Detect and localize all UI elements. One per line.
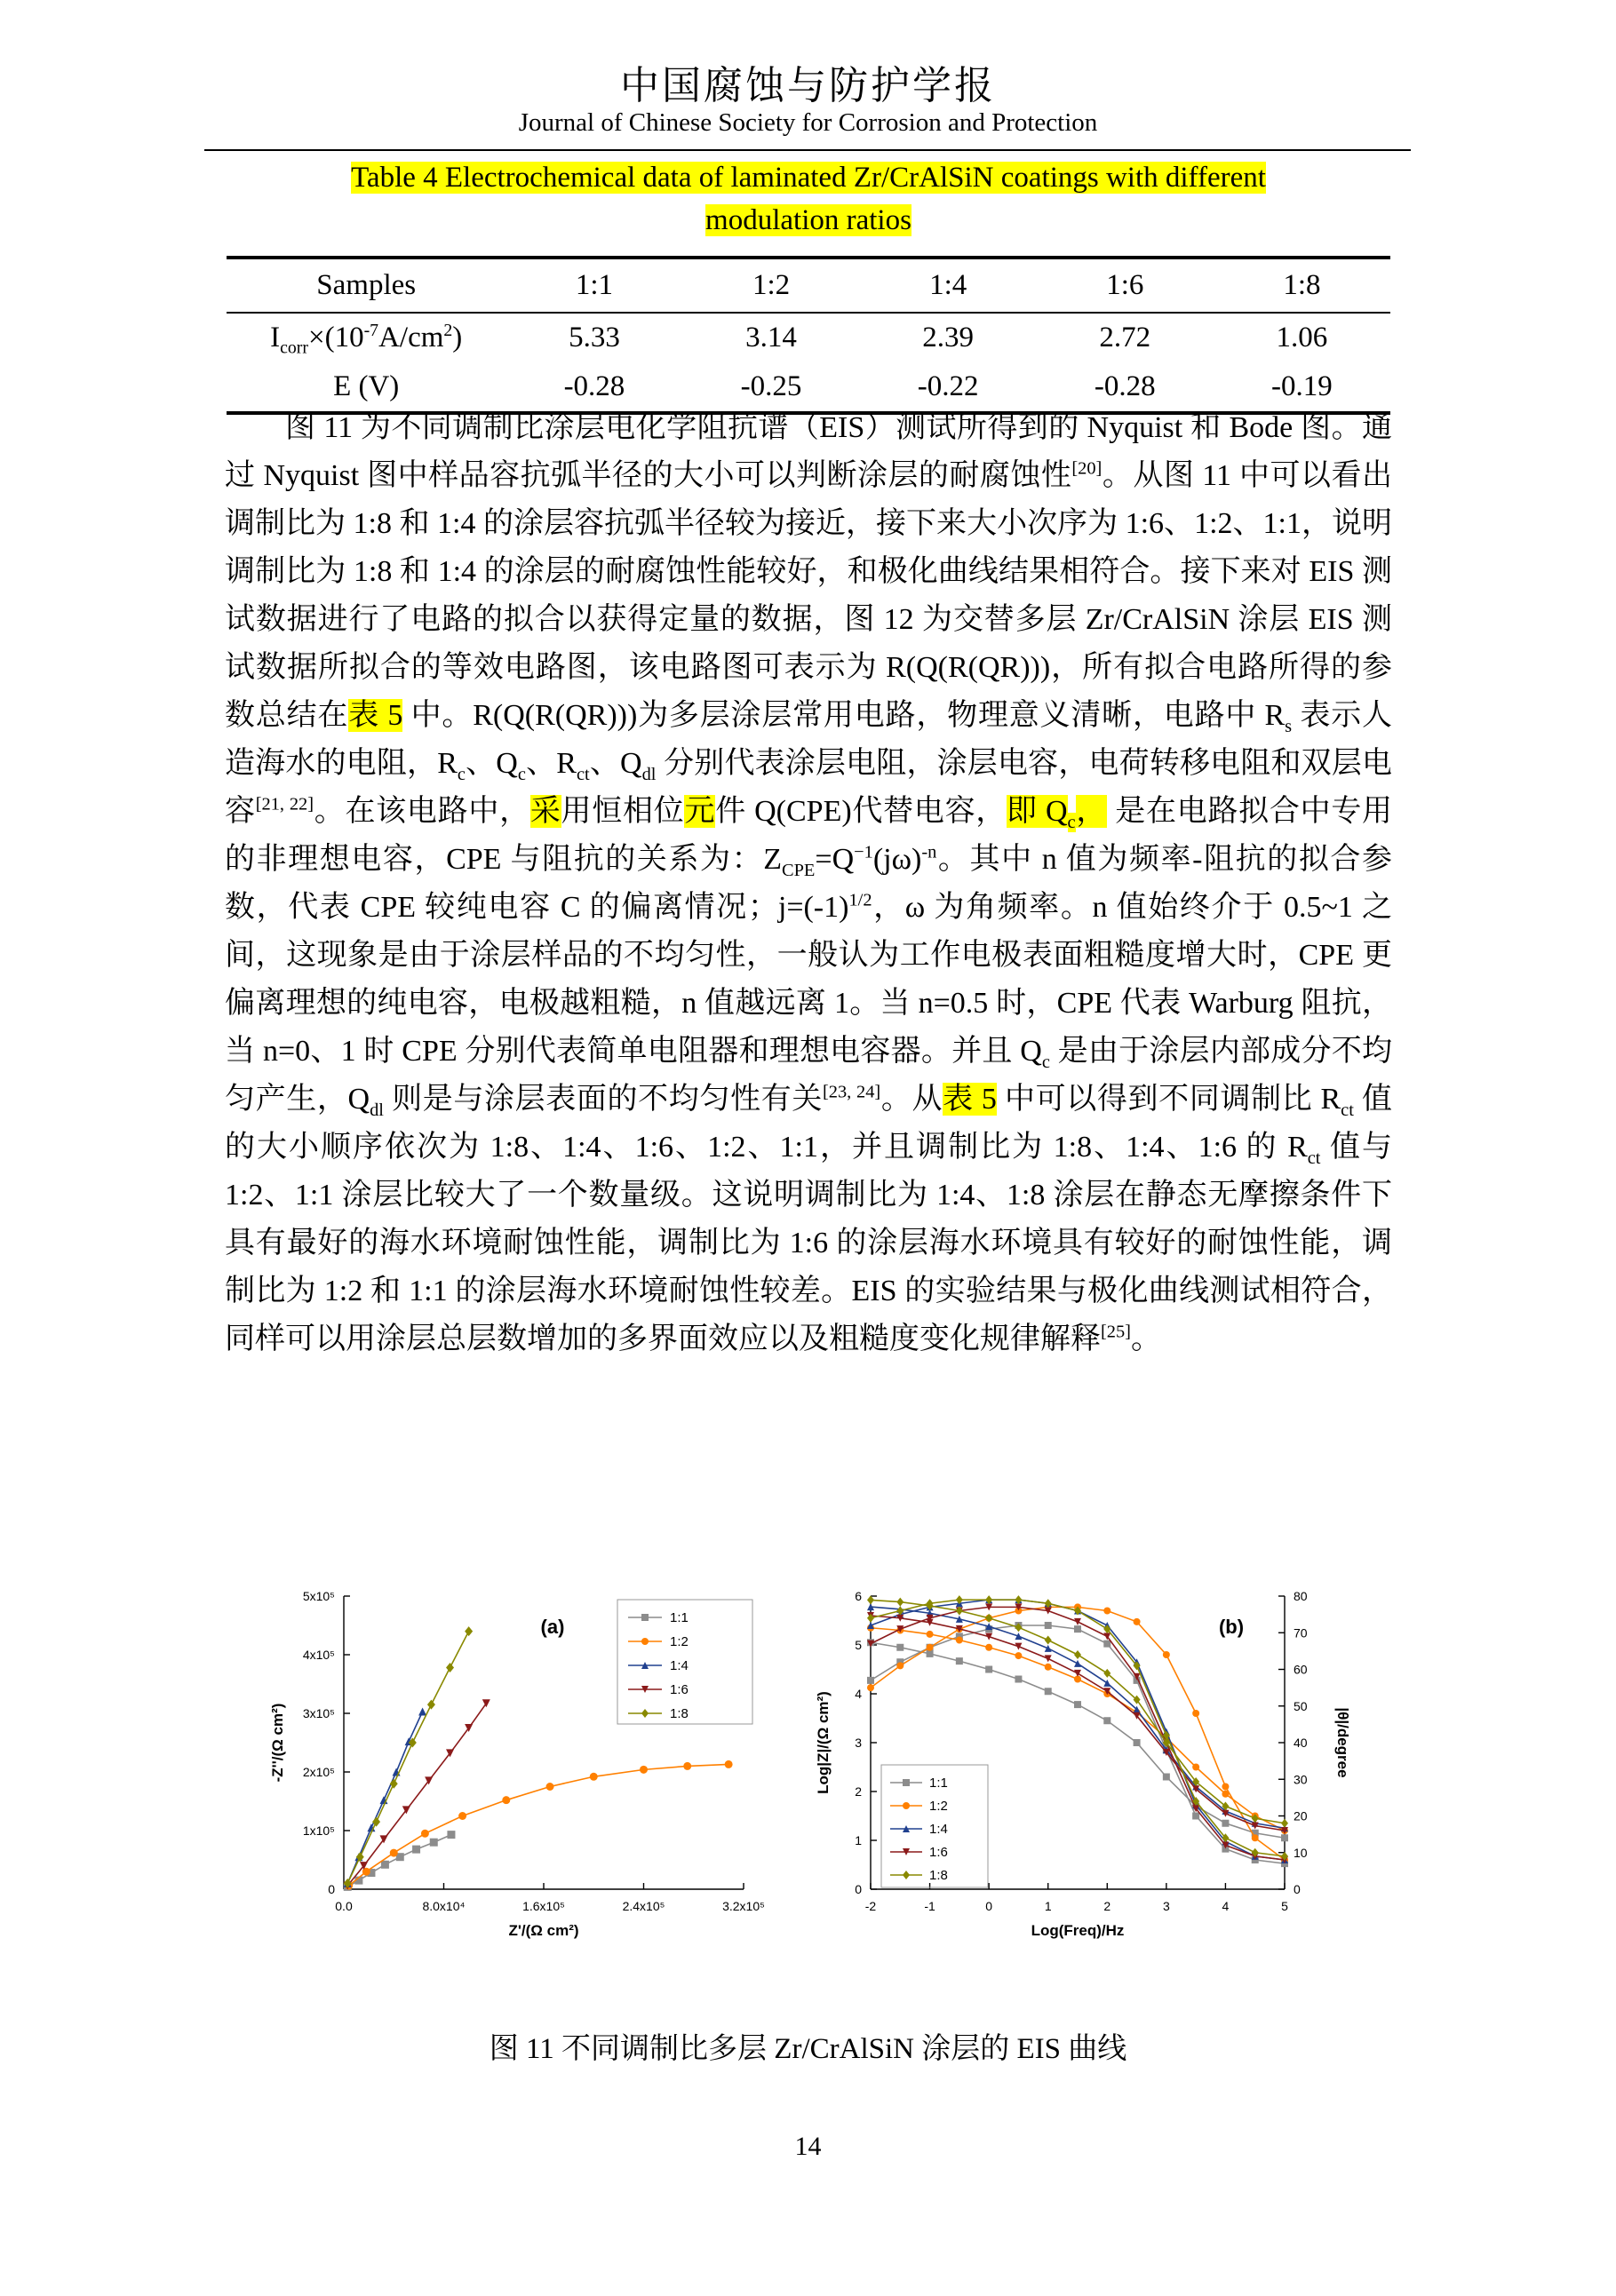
row-label-e: E (V) xyxy=(227,362,505,413)
nyquist-chart xyxy=(259,1577,775,1958)
svg-text:-Z''/(Ω cm²): -Z''/(Ω cm²) xyxy=(269,1703,286,1783)
journal-title-chinese: 中国腐蚀与防护学报 xyxy=(620,64,996,107)
svg-text:(a): (a) xyxy=(540,1616,565,1638)
svg-text:4x10⁵: 4x10⁵ xyxy=(302,1648,335,1662)
cell-value: -0.22 xyxy=(860,362,1037,413)
cell-value: 2.39 xyxy=(922,322,975,354)
svg-text:10: 10 xyxy=(1294,1845,1308,1860)
table4-caption-line1: Table 4 Electrochemical data of laminated Zr/CrAlSiN coatings with different xyxy=(351,162,1266,194)
svg-text:1.6x10⁵: 1.6x10⁵ xyxy=(522,1899,565,1913)
svg-text:50: 50 xyxy=(1294,1698,1308,1713)
svg-text:2x10⁵: 2x10⁵ xyxy=(302,1765,335,1779)
svg-text:(b): (b) xyxy=(1218,1616,1245,1638)
svg-text:Log(Freq)/Hz: Log(Freq)/Hz xyxy=(1031,1922,1125,1939)
body-paragraph: 图 11 为不同调制比涂层电化学阻抗谱（EIS）测试所得到的 Nyquist 和 Bode 图。通过 Nyquist 图中样品容抗弧半径的大小可以判断涂层的耐腐蚀性[20]。从图 11 中可以看出调制比为 1:8 和 1:4 的涂层容抗弧半径较为接近，接下来大小次序为 1:6、1:2、1:1，说明调制比为 1:8 和 1:4 的涂层的耐腐蚀性能较好，和极化曲线结果相符合。接下来对 EIS 测试数据进行了电路的拟合以获得定量的数据，图 12 为交替多层 Zr/CrAlSiN 涂层 EIS 测试数据所拟合的等效电路图，该电路图可表示为 R(Q(R(QR)))，所有拟合电路所得的参数总结在表 5 中。R(Q(R(QR)))为多层涂层常用电路，物理意义清晰，电路中 $R_s$ 表示人造海水的电阻，$R_c$、$Q_c$、$R_{ct}$、$Q_{dl}$ 分别代表涂层电阻，涂层电容，电荷转移电阻和双层电容[21, 22]。在该电路中，采用恒相位元件 Q(CPE)代替电容，即 $Q_c$， 是在电路拟合中专用的非理想电容，CPE 与阻抗的关系为：$Z_{CPE}=Q^{-1}(j\omega)^{-n}$。其中 n 值为频率-阻抗的拟合参数，代表 CPE 较纯电容 C 的偏离情况；$j=(-1)^{1/2}$，ω 为角频率。n 值始终介于 0.5~1 之间，这现象是由于涂层样品的不均匀性，一般认为工作电极表面粗糙度增大时，CPE 更偏离理想的纯电容，电极越粗糙，n 值越远离 1。当 n=0.5 时，CPE 代表 Warburg 阻抗，当 n=0、1 时 CPE 分别代表简单电阻器和理想电容器。并且 $Q_c$ 是由于涂层内部成分不均匀产生，$Q_{dl}$ 则是与涂层表面的不均匀性有关[23, 24]。从表 5 中可以得到不同调制比 $R_{ct}$ 值的大小顺序依次为 1:8、1:4、1:6、1:2、1:1，并且调制比为 1:8、1:4、1:6 的 $R_{ct}$ 值与 1:2、1:1 涂层比较大了一个数量级。这说明调制比为 1:4、1:8 涂层在静态无摩擦条件下具有最好的海水环境耐蚀性能，调制比为 1:6 的涂层海水环境具有较好的耐蚀性能，调制比为 1:2 和 1:1 的涂层海水环境耐蚀性较差。EIS 的实验结果与极化曲线测试相符合，同样可以用涂层总层数增加的多界面效应以及粗糙度变化规律解释[25]。 xyxy=(225,411,1393,1355)
col-samples: Samples xyxy=(227,258,505,313)
svg-text:3.2x10⁵: 3.2x10⁵ xyxy=(722,1899,765,1913)
svg-text:0.0: 0.0 xyxy=(335,1899,353,1913)
svg-text:1:6: 1:6 xyxy=(670,1682,689,1697)
col-1-6: 1:6 xyxy=(1037,258,1214,313)
svg-text:1:8: 1:8 xyxy=(670,1706,689,1721)
cell-value: -0.25 xyxy=(683,362,860,413)
svg-text:70: 70 xyxy=(1294,1625,1308,1641)
svg-text:40: 40 xyxy=(1294,1736,1308,1750)
svg-text:80: 80 xyxy=(1294,1589,1308,1603)
svg-text:5: 5 xyxy=(1281,1899,1288,1913)
row-label-icorr: $I_{corr}\times(10^{-7}A/cm^2)$ xyxy=(270,321,463,358)
svg-text:0: 0 xyxy=(985,1899,993,1913)
svg-text:6: 6 xyxy=(855,1589,862,1603)
svg-text:3: 3 xyxy=(1162,1899,1170,1913)
svg-text:4: 4 xyxy=(1222,1899,1230,1913)
cell-value: 2.72 xyxy=(1099,322,1151,354)
table-row-icorr xyxy=(227,313,1390,362)
svg-text:3: 3 xyxy=(855,1736,862,1750)
table4 xyxy=(227,256,1390,415)
col-1-1: 1:1 xyxy=(505,258,682,313)
svg-text:60: 60 xyxy=(1294,1662,1308,1677)
svg-text:2.4x10⁵: 2.4x10⁵ xyxy=(622,1899,665,1913)
col-1-2: 1:2 xyxy=(683,258,860,313)
cell-value: 3.14 xyxy=(745,322,797,354)
col-1-8: 1:8 xyxy=(1214,258,1390,313)
svg-text:1:1: 1:1 xyxy=(670,1610,689,1625)
cell-value: 5.33 xyxy=(569,322,620,354)
journal-title-english: Journal of Chinese Society for Corrosion and Protection xyxy=(518,108,1098,137)
svg-text:0: 0 xyxy=(1294,1882,1301,1896)
svg-text:30: 30 xyxy=(1294,1772,1308,1787)
svg-text:5: 5 xyxy=(855,1638,862,1652)
svg-text:1:2: 1:2 xyxy=(670,1634,689,1649)
cell-value: -0.28 xyxy=(505,362,682,413)
svg-text:0: 0 xyxy=(328,1882,335,1896)
table-header-row xyxy=(227,258,1390,313)
col-1-4: 1:4 xyxy=(860,258,1037,313)
svg-text:1: 1 xyxy=(1044,1899,1052,1913)
svg-text:1:4: 1:4 xyxy=(929,1822,948,1837)
svg-text:1:8: 1:8 xyxy=(929,1868,948,1883)
page-number: 14 xyxy=(794,2132,822,2161)
svg-text:5x10⁵: 5x10⁵ xyxy=(302,1589,335,1603)
cell-value: -0.19 xyxy=(1214,362,1390,413)
svg-text:0: 0 xyxy=(855,1882,862,1896)
svg-text:1: 1 xyxy=(855,1833,862,1847)
svg-text:Log|Z|/(Ω cm²): Log|Z|/(Ω cm²) xyxy=(815,1691,832,1794)
svg-text:1:6: 1:6 xyxy=(929,1845,948,1860)
svg-text:3x10⁵: 3x10⁵ xyxy=(302,1706,335,1720)
svg-text:-2: -2 xyxy=(864,1899,877,1913)
svg-text:Z'/(Ω cm²): Z'/(Ω cm²) xyxy=(508,1922,579,1939)
svg-text:1x10⁵: 1x10⁵ xyxy=(302,1823,335,1838)
svg-text:1:2: 1:2 xyxy=(929,1799,948,1814)
svg-text:-1: -1 xyxy=(924,1899,935,1913)
figure-11 xyxy=(227,1577,1390,1958)
svg-text:4: 4 xyxy=(855,1687,862,1701)
svg-text:20: 20 xyxy=(1294,1808,1308,1823)
svg-text:8.0x10⁴: 8.0x10⁴ xyxy=(422,1899,466,1913)
svg-text:1:4: 1:4 xyxy=(670,1658,689,1673)
svg-text:2: 2 xyxy=(855,1784,862,1799)
table4-caption-line2: modulation ratios xyxy=(705,204,911,236)
header-rule xyxy=(204,149,1411,151)
bode-chart xyxy=(807,1577,1357,1958)
figure-caption: 图 11 不同调制比多层 Zr/CrAlSiN 涂层的 EIS 曲线 xyxy=(489,2033,1127,2065)
cell-value: -0.28 xyxy=(1037,362,1214,413)
svg-text:2: 2 xyxy=(1103,1899,1111,1913)
svg-text:1:1: 1:1 xyxy=(929,1776,948,1791)
svg-text:|θ|/degree: |θ|/degree xyxy=(1334,1707,1351,1778)
cell-value: 1.06 xyxy=(1276,322,1328,354)
